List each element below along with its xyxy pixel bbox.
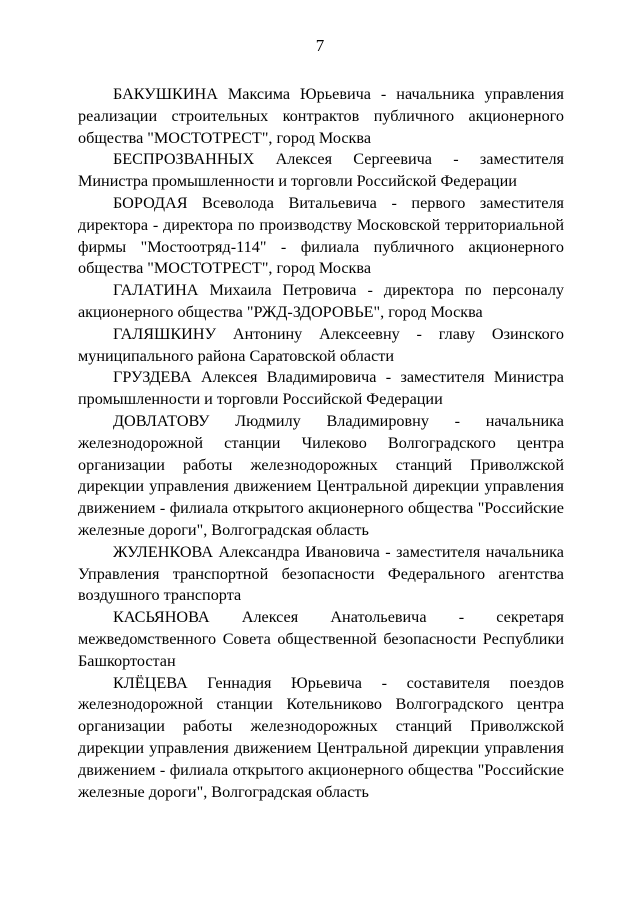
- list-item: ГАЛЯШКИНУ Антонину Алексеевну - главу Озинского муниципального района Саратовской области: [78, 324, 564, 365]
- list-item: КАСЬЯНОВА Алексея Анатольевича - секретаря межведомственного Совета общественной безопасности Республики Башкортостан: [78, 608, 564, 670]
- list-item: ДОВЛАТОВУ Людмилу Владимировну - начальника железнодорожной станции Чилеково Волгоградского центра организации работы железнодорожных станций Приволжской дирекции управления движением Центральной дирекции управления движением - филиала открытого акционерного общества "Российские железные дороги", Волгоградская область: [78, 411, 564, 539]
- list-item: БОРОДАЯ Всеволода Витальевича - первого заместителя директора - директора по производству Московской территориальной фирмы "Мостоотряд-114" - филиала публичного акционерного общества "МОСТОТРЕСТ", город Москва: [78, 193, 564, 278]
- list-item: ГРУЗДЕВА Алексея Владимировича - заместителя Министра промышленности и торговли Российской Федерации: [78, 368, 564, 409]
- list-item: КЛЁЦЕВА Геннадия Юрьевича - составителя поездов железнодорожной станции Котельниково Волгоградского центра организации работы железнодорожных станций Приволжской дирекции управления движением Центральной дирекции управления движением - филиала открытого акционерного общества "Российские железные дороги", Волгоградская область: [78, 673, 564, 801]
- award-list: [78, 84, 564, 803]
- list-item: ЖУЛЕНКОВА Александра Ивановича - заместителя начальника Управления транспортной безопасности Федерального агентства воздушного транспорта: [78, 542, 564, 605]
- list-item: БАКУШКИНА Максима Юрьевича - начальника управления реализации строительных контрактов публичного акционерного общества "МОСТОТРЕСТ", город Москва: [78, 85, 564, 147]
- list-item: ГАЛАТИНА Михаила Петровича - директора по персоналу акционерного общества "РЖД-ЗДОРОВЬЕ", город Москва: [78, 281, 564, 321]
- page-number: 7: [315, 36, 325, 55]
- list-item: БЕСПРОЗВАННЫХ Алексея Сергеевича - заместителя Министра промышленности и торговли Российской Федерации: [78, 150, 564, 191]
